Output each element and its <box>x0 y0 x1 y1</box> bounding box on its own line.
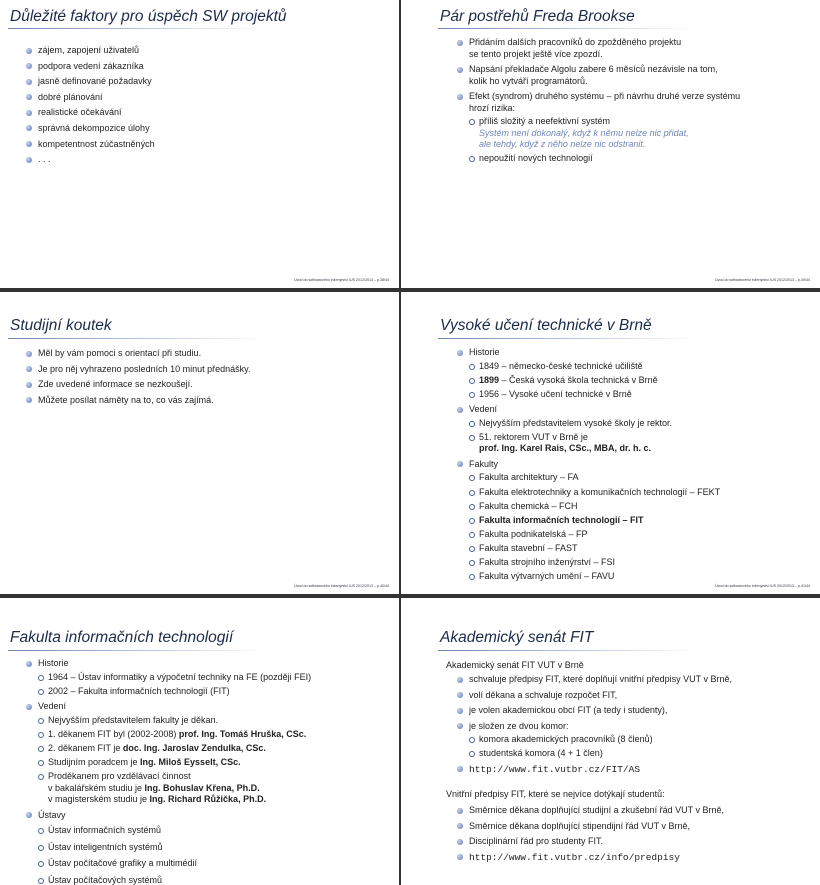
sub-item: Ústav počítačových systémů <box>38 875 311 885</box>
list-item: je volen akademickou obcí FIT (a tedy i studenty), <box>457 705 732 717</box>
sub-item: 1899 – Česká vysoká škola technická v Brně <box>469 375 720 387</box>
quote: ale tehdy, když z něho nelze nic odstranit. <box>479 139 646 150</box>
slide-senate <box>401 598 820 885</box>
list-item: Směrnice děkana doplňující studijní a zkušební řád VUT v Brně, <box>457 805 724 817</box>
slide-fit <box>0 598 399 885</box>
list-item <box>457 764 732 776</box>
list-item: realistické očekávání <box>26 107 155 119</box>
sub-item: Fakulta stavební – FAST <box>469 543 720 555</box>
sub-item: 1. děkanem FIT byl (2002-2008) prof. Ing. Tomáš Hruška, CSc. <box>38 729 311 741</box>
bullet-list <box>26 658 311 885</box>
sub-item: Fakulta strojního inženýrství – FSI <box>469 557 720 569</box>
list-item: Je pro něj vyhrazeno posledních 10 minut přednášky. <box>26 364 250 376</box>
sub-item: nepoužití nových technologií <box>469 153 740 165</box>
sub-item: Fakulta výtvarných umění – FAVU <box>469 571 720 583</box>
sub-item: Ústav informačních systémů <box>38 825 311 837</box>
list-item: Ústavy Ústav informačních systémů Ústav inteligentních systémů Ústav počítačové grafiky a multimédií Ústav počítačových systémů <box>26 810 311 885</box>
title-underline <box>438 28 698 29</box>
slide-title: Pár postřehů Freda Brookse <box>440 8 635 25</box>
sub-list <box>469 472 720 582</box>
quote: Systém není dokonalý, když k němu nelze nic přidat, <box>479 127 689 138</box>
list-item: jasně definované požadavky <box>26 76 155 88</box>
sub-item: 2. děkanem FIT je doc. Ing. Jaroslav Zendulka, CSc. <box>38 743 311 755</box>
slide-footer: Úvod do softwarového inženýrství IUS 2012/2013 – p.39/44 <box>715 278 810 282</box>
sub-list <box>469 734 732 760</box>
title-underline <box>8 650 268 651</box>
slide-footer: Úvod do softwarového inženýrství IUS 2012/2013 – p.38/44 <box>294 278 389 282</box>
slide-title: Fakulta informačních technologií <box>10 629 234 646</box>
list-item: schvaluje předpisy FIT, které doplňují vnitřní předpisy VUT v Brně, <box>457 674 732 686</box>
bullet-list <box>26 45 155 170</box>
bullet-list <box>457 37 740 169</box>
list-item: volí děkana a schvaluje rozpočet FIT, <box>457 690 732 702</box>
slide-title: Důležité faktory pro úspěch SW projektů <box>10 8 287 25</box>
slide-vut <box>401 292 820 594</box>
sub-list <box>38 715 311 806</box>
title-underline <box>8 28 268 29</box>
slide-footer: Úvod do softwarového inženýrství IUS 2012/2013 – p.41/44 <box>715 584 810 588</box>
sub-item: Ústav počítačové grafiky a multimédií <box>38 858 311 870</box>
list-item: Efekt (syndrom) druhého systému – při návrhu druhé verze systému hrozí rizika: příliš složitý a neefektivní systém Systém není dokonalý, když k němu nelze nic přidat, ale tehdy, když z něho nelze nic odstranit. nepoužití nových technologií <box>457 91 740 165</box>
sub-item: Fakulta elektrotechniky a komunikačních technologií – FEKT <box>469 487 720 499</box>
list-item: správná dekompozice úlohy <box>26 123 155 135</box>
list-item: Historie 1849 – německo-české technické učiliště 1899 – Česká vysoká škola technická v Brně 1956 – Vysoké učení technické v Brně <box>457 347 720 400</box>
list-item: Historie 1964 – Ústav informatiky a výpočetní techniky na FE (později FEI) 2002 – Fakulta informačních technologií (FIT) <box>26 658 311 697</box>
sub-item: studentská komora (4 + 1 člen) <box>469 748 732 760</box>
sub-item: Fakulta informačních technologií – FIT <box>469 515 720 527</box>
title-underline <box>438 338 698 339</box>
sub-item: Fakulta architektury – FA <box>469 472 720 484</box>
bullet-list <box>457 347 720 587</box>
sub-item: Fakulta podnikatelská – FP <box>469 529 720 541</box>
title-underline <box>8 338 268 339</box>
sub-item: Nejvyšším představitelem fakulty je děkan. <box>38 715 311 727</box>
list-item: Vedení Nejvyšším představitelem fakulty je děkan. 1. děkanem FIT byl (2002-2008) prof. Ing. Tomáš Hruška, CSc. 2. děkanem FIT je doc. Ing. Jaroslav Zendulka, CSc. Studijním poradcem je Ing. Miloš Eysselt, CSc. Proděkanem pro vzdělávací činnost v bakalářském studiu je Ing. Bohuslav Křena, Ph.D. v magisterském studiu je Ing. Richard Růžička, Ph.D. <box>26 701 311 805</box>
intro-text: Akademický senát FIT VUT v Brně <box>446 660 584 670</box>
sub-list <box>469 418 720 455</box>
slide-title: Akademický senát FIT <box>440 629 594 646</box>
list-item: Směrnice děkana doplňující stipendijní řád VUT v Brně, <box>457 821 724 833</box>
sub-list <box>38 825 311 885</box>
title-underline <box>438 650 698 651</box>
slide-study-corner <box>0 292 399 594</box>
sub-list <box>469 361 720 401</box>
sub-list <box>38 672 311 698</box>
list-item: Můžete posílat náměty na to, co vás zajímá. <box>26 395 250 407</box>
list-item: Disciplinární řád pro studenty FIT. <box>457 836 724 848</box>
regulations-link[interactable]: http://www.fit.vutbr.cz/info/predpisy <box>469 851 680 863</box>
list-item: Zde uvedené informace se nezkoušejí. <box>26 379 250 391</box>
sub-item: příliš složitý a neefektivní systém Systém není dokonalý, když k němu nelze nic přidat, ale tehdy, když z něho nelze nic odstranit. <box>469 116 740 151</box>
slide-success-factors <box>0 0 399 288</box>
bullet-list <box>26 348 250 410</box>
sub-item: Nejvyšším představitelem vysoké školy je rektor. <box>469 418 720 430</box>
sub-item: Ústav inteligentních systémů <box>38 842 311 854</box>
intro-text: Vnitřní předpisy FIT, které se nejvíce dotýkají studentů: <box>446 789 665 799</box>
sub-item: komora akademických pracovníků (8 členů) <box>469 734 732 746</box>
list-item: podpora vedení zákazníka <box>26 61 155 73</box>
as-link[interactable]: http://www.fit.vutbr.cz/FIT/AS <box>469 763 641 775</box>
list-item: Měl by vám pomoci s orientací při studiu. <box>26 348 250 360</box>
list-item: Napsání překladače Algolu zabere 6 měsíců nezávisle na tom, kolik ho vytváří programátorů. <box>457 64 740 87</box>
bullet-list <box>457 805 724 867</box>
sub-item: 1956 – Vysoké učení technické v Brně <box>469 389 720 401</box>
bullet-list <box>457 674 732 780</box>
list-item: kompetentnost zúčastněných <box>26 139 155 151</box>
list-item <box>457 852 724 864</box>
sub-list <box>469 116 740 165</box>
slide-title: Studijní koutek <box>10 317 112 334</box>
slide-brooks <box>401 0 820 288</box>
list-item: Fakulty Fakulta architektury – FA Fakulta elektrotechniky a komunikačních technologií – FEKT Fakulta chemická – FCH Fakulta informačních technologií – FIT Fakulta podnikatelská – FP Fakulta stavební – FAST Fakulta strojního inženýrství – FSI Fakulta výtvarných umění – FAVU <box>457 459 720 583</box>
sub-item: Studijním poradcem je Ing. Miloš Eysselt, CSc. <box>38 757 311 769</box>
sub-item: Fakulta chemická – FCH <box>469 501 720 513</box>
sub-item: 1964 – Ústav informatiky a výpočetní techniky na FE (později FEI) <box>38 672 311 684</box>
sub-item: Proděkanem pro vzdělávací činnost v bakalářském studiu je Ing. Bohuslav Křena, Ph.D. v magisterském studiu je Ing. Richard Růžička, Ph.D. <box>38 771 311 806</box>
list-item: Přidáním dalších pracovníků do zpožděného projektu se tento projekt ještě více zpozdí. <box>457 37 740 60</box>
list-item: . . . <box>26 154 155 166</box>
list-item: zájem, zapojení uživatelů <box>26 45 155 57</box>
list-item: dobré plánování <box>26 92 155 104</box>
sub-item: 51. rektorem VUT v Brně je prof. Ing. Karel Rais, CSc., MBA, dr. h. c. <box>469 432 720 455</box>
slide-title: Vysoké učení technické v Brně <box>440 317 652 334</box>
slide-footer: Úvod do softwarového inženýrství IUS 2012/2013 – p.40/44 <box>294 584 389 588</box>
list-item: Vedení Nejvyšším představitelem vysoké školy je rektor. 51. rektorem VUT v Brně je prof. Ing. Karel Rais, CSc., MBA, dr. h. c. <box>457 404 720 455</box>
sub-item: 2002 – Fakulta informačních technologií (FIT) <box>38 686 311 698</box>
list-item: je složen ze dvou komor: komora akademických pracovníků (8 členů) studentská komora (4 + 1 člen) <box>457 721 732 760</box>
sub-item: 1849 – německo-české technické učiliště <box>469 361 720 373</box>
